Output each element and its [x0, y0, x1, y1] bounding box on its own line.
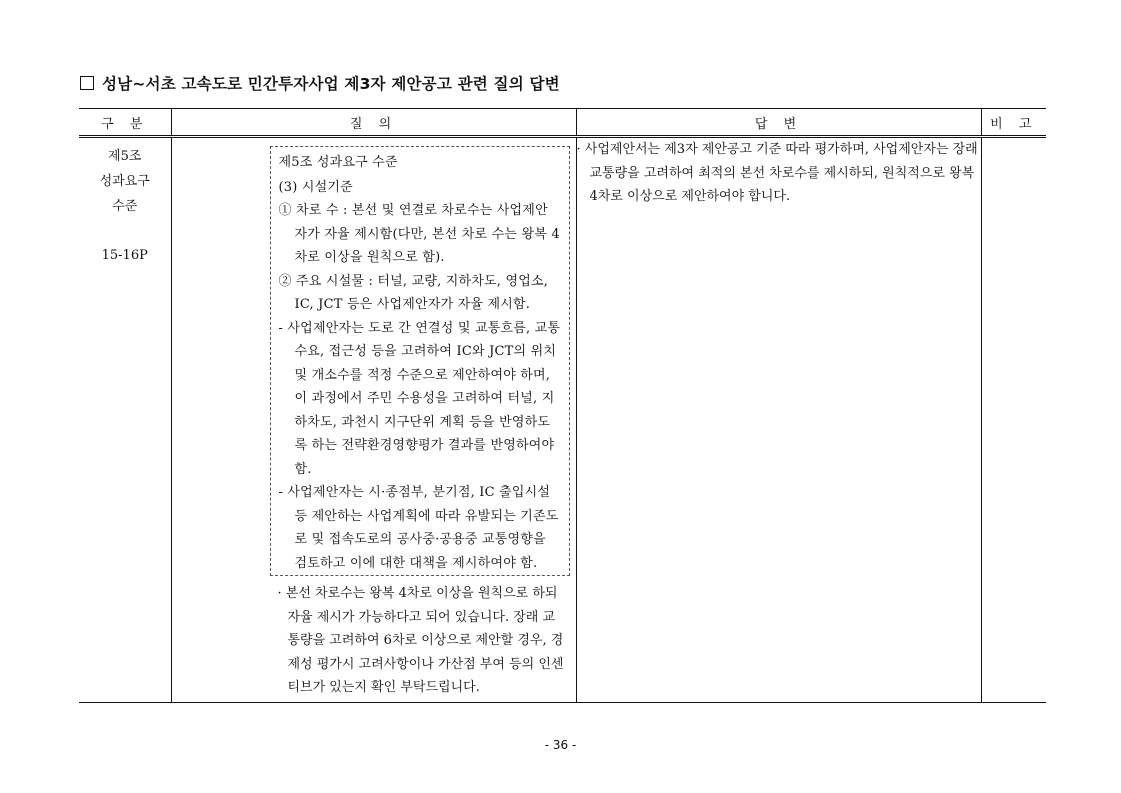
qa-table	[79, 108, 1046, 703]
remark-cell	[981, 137, 1046, 703]
header-category: 구 분	[79, 109, 171, 137]
header-remark: 비 고	[981, 109, 1046, 137]
question-text: · 본선 차로수는 왕복 4차로 이상을 원칙으로 하되 자율 제시가 가능하다고 되어 있습니다. 장래 교통량을 고려하여 6차로 이상으로 제안할 경우, 경제성 평가시 고려사항이나 가산점 부여 등의 인센티브가 있는지 확인 부탁드립니다.	[277, 586, 564, 695]
excerpt-item-lanes: ① 차로 수 : 본선 및 연결로 차로수는 사업제안자가 자율 제시함(다만, 본선 차로 수는 왕복 4차로 이상을 원칙으로 함).	[278, 203, 560, 265]
question-cell	[171, 137, 576, 703]
header-question: 질 의	[171, 109, 576, 137]
excerpt-heading: 제5조 성과요구 수준	[278, 155, 398, 170]
page-number: - 36 -	[544, 738, 577, 752]
category-cell	[79, 137, 171, 703]
document-title	[80, 72, 560, 94]
category-page-ref: 15-16P	[101, 248, 148, 263]
answer-cell	[576, 137, 981, 703]
table-row	[79, 137, 1046, 703]
question-text-block	[270, 576, 570, 700]
answer-text: · 사업제안서는 제3자 제안공고 기준 따라 평가하며, 사업제안자는 장래 교통량을 고려하여 최적의 본선 차로수를 제시하되, 원칙적으로 왕복 4차로 이상으로 제안하여야 합니다.	[576, 142, 978, 204]
excerpt-item-ic-jct: - 사업제안자는 도로 간 연결성 및 교통흐름, 교통수요, 접근성 등을 고려하여 IC와 JCT의 위치 및 개소수를 적정 수준으로 제안하여야 하며, 이 과정에서 주민 수용성을 고려하여 터널, 지하차도, 과천시 지구단위 계획 등을 반영하도록 하는 전략환경영향평가 결과를 반영하여야 함.	[278, 320, 561, 477]
table-header-row	[79, 109, 1046, 137]
excerpt-item-facilities: ② 주요 시설물 : 터널, 교량, 지하차도, 영업소, IC, JCT 등은 사업제안자가 자율 제시함.	[278, 273, 549, 312]
category-line-1: 제5조	[108, 149, 142, 164]
title-text: 성남~서초 고속도로 민간투자사업 제3자 제안공고 관련 질의 답변	[102, 75, 560, 93]
category-line-2: 성과요구	[99, 174, 150, 189]
excerpt-item-traffic-impact: - 사업제안자는 시·종점부, 분기점, IC 출입시설 등 제안하는 사업계획에 따라 유발되는 기존도로 및 접속도로의 공사중·공용중 교통영향을 검토하고 이에 대한 대책을 제시하여야 함.	[278, 485, 559, 571]
provision-excerpt-box	[270, 146, 570, 576]
excerpt-subheading: (3) 시설기준	[278, 179, 353, 195]
checkbox-square-icon	[80, 76, 94, 90]
header-answer: 답 변	[576, 109, 981, 137]
category-line-3: 수준	[112, 199, 138, 214]
